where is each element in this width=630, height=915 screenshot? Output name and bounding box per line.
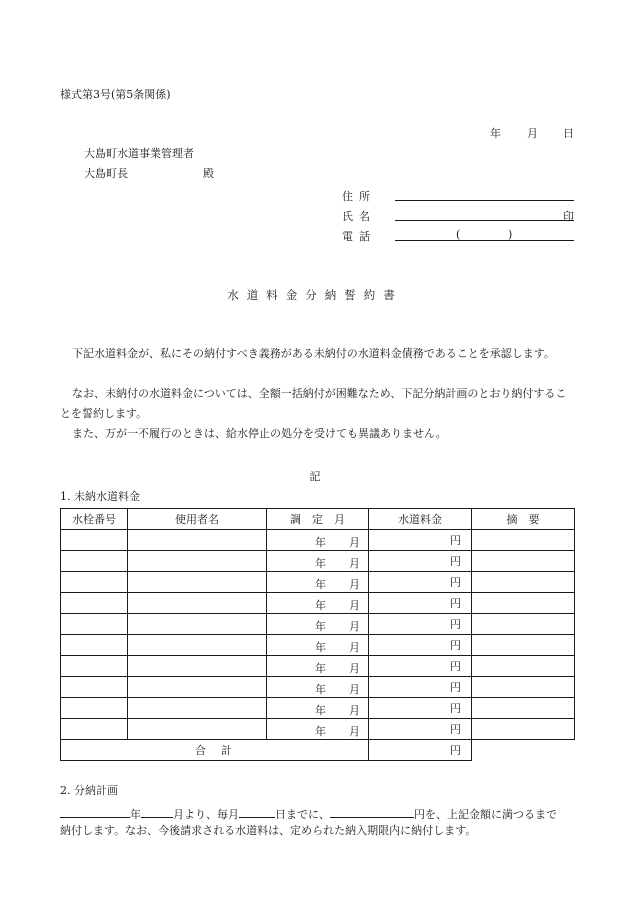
billing-month-cell[interactable]: [267, 551, 369, 572]
phone-row: [342, 228, 574, 244]
col-header-remarks: 摘 要: [472, 509, 575, 530]
billing-year-label: 年: [315, 620, 326, 633]
installment-plan-line1: [60, 805, 557, 820]
user-name-cell[interactable]: [128, 614, 267, 635]
plan-day-label: 日までに、: [275, 808, 330, 821]
address-label: 住所: [342, 190, 376, 203]
water-fee-cell[interactable]: 円: [369, 698, 472, 719]
remarks-cell[interactable]: [472, 677, 575, 698]
plan-month-field[interactable]: [141, 805, 173, 818]
total-yen-cell[interactable]: 円: [369, 740, 472, 761]
remarks-cell[interactable]: [472, 656, 575, 677]
table-row: [61, 572, 575, 593]
billing-month-cell[interactable]: [267, 530, 369, 551]
remarks-cell[interactable]: [472, 614, 575, 635]
plan-day-field[interactable]: [239, 805, 275, 818]
address-row: [342, 188, 574, 204]
table-row: [61, 530, 575, 551]
billing-month-label: 月: [349, 704, 360, 717]
billing-year-label: 年: [315, 704, 326, 717]
date-year-label: 年: [490, 127, 501, 140]
col-header-faucet-number: 水栓番号: [61, 509, 128, 530]
phone-close-paren: ): [508, 228, 513, 241]
water-fee-cell[interactable]: 円: [369, 614, 472, 635]
billing-month-label: 月: [349, 536, 360, 549]
water-fee-cell[interactable]: 円: [369, 677, 472, 698]
name-field[interactable]: [395, 220, 574, 221]
section1-heading: 1. 未納水道料金: [60, 490, 140, 503]
remarks-cell[interactable]: [472, 551, 575, 572]
user-name-cell[interactable]: [128, 551, 267, 572]
billing-month-label: 月: [349, 599, 360, 612]
remarks-cell[interactable]: [472, 719, 575, 740]
billing-month-label: 月: [349, 578, 360, 591]
total-label: 合 計: [61, 740, 369, 761]
form-number: 様式第3号(第5条関係): [60, 88, 171, 101]
body-paragraph-3: また、万が一不履行のときは、給水停止の処分を受けても異議ありません。: [72, 427, 447, 440]
user-name-cell[interactable]: [128, 593, 267, 614]
billing-year-label: 年: [315, 725, 326, 738]
billing-year-label: 年: [315, 599, 326, 612]
date-month-label: 月: [527, 127, 538, 140]
total-blank-cell: [472, 740, 575, 761]
remarks-cell[interactable]: [472, 635, 575, 656]
billing-month-cell[interactable]: [267, 614, 369, 635]
remarks-cell[interactable]: [472, 572, 575, 593]
billing-year-label: 年: [315, 683, 326, 696]
billing-month-cell[interactable]: [267, 593, 369, 614]
billing-month-cell[interactable]: [267, 719, 369, 740]
user-name-cell[interactable]: [128, 572, 267, 593]
user-name-cell[interactable]: [128, 656, 267, 677]
addressee-line2: 大島町長: [84, 167, 128, 180]
faucet-number-cell[interactable]: [61, 530, 128, 551]
plan-month-label: 月より、毎月: [173, 808, 239, 821]
faucet-number-cell[interactable]: [61, 551, 128, 572]
plan-year-label: 年: [130, 808, 141, 821]
table-header-row: [61, 509, 575, 530]
billing-year-label: 年: [315, 578, 326, 591]
section2-heading: 2. 分納計画: [60, 784, 118, 797]
billing-year-label: 年: [315, 641, 326, 654]
faucet-number-cell[interactable]: [61, 593, 128, 614]
user-name-cell[interactable]: [128, 530, 267, 551]
faucet-number-cell[interactable]: [61, 635, 128, 656]
table-row: [61, 593, 575, 614]
body-paragraph-1: 下記水道料金が、私にその納付すべき義務がある未納付の水道料金債務であることを承認します。: [72, 347, 555, 360]
billing-month-cell[interactable]: [267, 572, 369, 593]
col-header-user-name: 使用者名: [128, 509, 267, 530]
billing-month-label: 月: [349, 557, 360, 570]
plan-year-field[interactable]: [60, 805, 130, 818]
billing-month-label: 月: [349, 662, 360, 675]
faucet-number-cell[interactable]: [61, 698, 128, 719]
table-row: [61, 614, 575, 635]
table-row: [61, 698, 575, 719]
installment-plan-line2: 納付します。なお、今後請求される水道料は、定められた納入期限内に納付します。: [60, 824, 477, 837]
billing-year-label: 年: [315, 536, 326, 549]
unpaid-fee-table: [60, 508, 575, 761]
billing-month-cell[interactable]: [267, 698, 369, 719]
name-row: [342, 208, 574, 224]
faucet-number-cell[interactable]: [61, 572, 128, 593]
address-field[interactable]: [395, 200, 574, 201]
seal-mark: 印: [563, 210, 574, 223]
water-fee-cell[interactable]: 円: [369, 593, 472, 614]
billing-month-cell[interactable]: [267, 635, 369, 656]
faucet-number-cell[interactable]: [61, 614, 128, 635]
faucet-number-cell[interactable]: [61, 656, 128, 677]
water-fee-cell[interactable]: 円: [369, 572, 472, 593]
table-total-row: [61, 740, 575, 761]
billing-month-label: 月: [349, 620, 360, 633]
col-header-billing-month: 調 定 月: [267, 509, 369, 530]
user-name-cell[interactable]: [128, 719, 267, 740]
col-header-water-fee: 水道料金: [369, 509, 472, 530]
name-label: 氏名: [342, 210, 376, 223]
addressee-line1: 大島町水道事業管理者: [84, 147, 194, 160]
water-fee-cell[interactable]: 円: [369, 635, 472, 656]
plan-amount-label: 円を、上記金額に満つるまで: [414, 808, 557, 821]
user-name-cell[interactable]: [128, 698, 267, 719]
water-fee-cell[interactable]: 円: [369, 656, 472, 677]
billing-month-label: 月: [349, 683, 360, 696]
water-fee-cell[interactable]: 円: [369, 551, 472, 572]
table-row: [61, 719, 575, 740]
billing-month-label: 月: [349, 725, 360, 738]
remarks-cell[interactable]: [472, 698, 575, 719]
plan-amount-field[interactable]: [330, 805, 414, 818]
body-paragraph-2: なお、未納付の水道料金については、全額一括納付が困難なため、下記分納計画のとおり納付することを誓約します。: [60, 387, 567, 420]
table-row: [61, 677, 575, 698]
faucet-number-cell[interactable]: [61, 677, 128, 698]
water-fee-cell[interactable]: 円: [369, 719, 472, 740]
remarks-cell[interactable]: [472, 593, 575, 614]
ki-marker: 記: [309, 470, 321, 483]
table-row: [61, 656, 575, 677]
user-name-cell[interactable]: [128, 677, 267, 698]
billing-month-cell[interactable]: [267, 677, 369, 698]
faucet-number-cell[interactable]: [61, 719, 128, 740]
billing-year-label: 年: [315, 662, 326, 675]
addressee-honorific: 殿: [203, 167, 214, 180]
water-fee-cell[interactable]: 円: [369, 530, 472, 551]
user-name-cell[interactable]: [128, 635, 267, 656]
table-row: [61, 635, 575, 656]
phone-open-paren: (: [456, 228, 461, 241]
date-day-label: 日: [563, 127, 574, 140]
document-title: 水道料金分納誓約書: [227, 288, 403, 302]
remarks-cell[interactable]: [472, 530, 575, 551]
table-row: [61, 551, 575, 572]
billing-year-label: 年: [315, 557, 326, 570]
phone-label: 電話: [342, 230, 376, 243]
billing-month-cell[interactable]: [267, 656, 369, 677]
billing-month-label: 月: [349, 641, 360, 654]
phone-field[interactable]: [395, 240, 574, 241]
